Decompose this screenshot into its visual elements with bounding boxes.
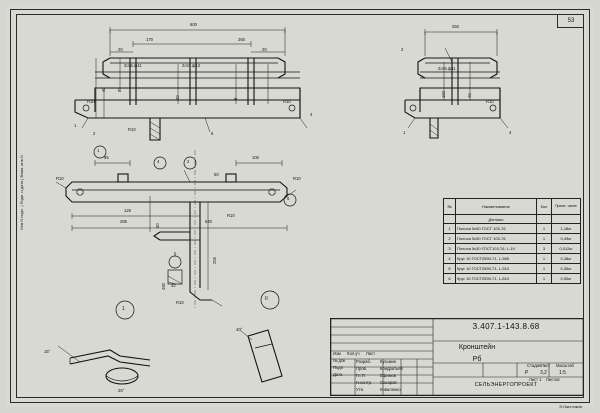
table-row bbox=[444, 234, 581, 244]
spec-section-label: Детали bbox=[456, 215, 537, 224]
role-3-name: Сахаров bbox=[380, 380, 397, 385]
mark-side-6: 6 bbox=[287, 196, 290, 201]
table-row bbox=[444, 264, 581, 274]
view-top-plan bbox=[75, 27, 307, 140]
stage-value: Р bbox=[525, 370, 529, 376]
table-row bbox=[444, 244, 581, 254]
margin-side-note: Инв.N подл. | Подп. и дата | Взам. инв.N bbox=[19, 155, 24, 230]
spec-header-num: № bbox=[444, 199, 456, 215]
corner-code: Э.Ласточкин bbox=[558, 404, 582, 409]
detail-1 bbox=[58, 301, 150, 384]
dim-40-right: 40 bbox=[467, 93, 472, 98]
radius-r10-side-c: R10 bbox=[227, 213, 235, 218]
specification-table bbox=[443, 198, 581, 284]
mark-side-2: 2 bbox=[187, 159, 190, 164]
spec-row-0-name: Полоса 5х50 ГОСТ 103-76 bbox=[456, 224, 537, 234]
radius-r10-side-a: R10 bbox=[56, 176, 64, 181]
dim-125: 125 bbox=[124, 208, 131, 213]
sheet-label: Лист bbox=[541, 363, 551, 368]
spec-section-blank1 bbox=[444, 215, 456, 224]
spec-row-3-name: Круг 10 ГОСТ2590-71, L-565 bbox=[456, 254, 537, 264]
organization-name: СЕЛЬЭНЕРГОПРОЕКТ bbox=[474, 382, 538, 388]
spec-section-blank3 bbox=[552, 215, 581, 224]
spec-row-5-count: 1 bbox=[537, 274, 552, 284]
spec-header-row bbox=[444, 199, 581, 215]
spec-row-5-name: Круг 10 ГОСТ2590-71, L-810 bbox=[456, 274, 537, 284]
spec-row-2-name: Полоса 5х30 ГОСТ103-76, L-19 bbox=[456, 244, 537, 254]
radius-r10-side-d: R10 bbox=[176, 300, 184, 305]
spec-row-2-count: 3 bbox=[537, 244, 552, 254]
field-label-ndok: № док bbox=[333, 358, 346, 363]
dim-20a: 20 bbox=[118, 47, 123, 52]
dim-20b: 20 bbox=[262, 47, 267, 52]
spec-row-1-note: 0,49кг bbox=[552, 234, 581, 244]
dim-600: 600 bbox=[190, 22, 197, 27]
mark-top-2: 2 bbox=[93, 131, 96, 136]
detail-1-label: 1 bbox=[122, 306, 125, 312]
spec-section-blank2 bbox=[537, 215, 552, 224]
role-4-name: Коваленко bbox=[380, 387, 401, 392]
detail-2 bbox=[240, 291, 282, 382]
dim-8: 8 bbox=[233, 97, 238, 100]
page-note: Лист 1 bbox=[529, 377, 542, 382]
dim-50-side-b: 50 bbox=[214, 172, 219, 177]
radius-r10-a: R10 bbox=[87, 99, 95, 104]
sheet-number: 53 bbox=[557, 14, 584, 28]
document-code: З.407.1-143.8.68 bbox=[472, 322, 540, 331]
mark-top-6: 6 bbox=[211, 131, 214, 136]
field-label-data: Дата bbox=[333, 372, 343, 377]
spec-row-2-num: 3 bbox=[444, 244, 456, 254]
part-title-line2: Рб bbox=[472, 356, 482, 363]
spec-row-3-num: 4 bbox=[444, 254, 456, 264]
dim-255: 255 bbox=[212, 257, 217, 264]
field-label-list: Лист bbox=[366, 351, 376, 356]
spec-header-note: Приме- чание bbox=[552, 199, 581, 215]
role-1-name: Кондратьев bbox=[380, 366, 403, 371]
role-0: Разраб. bbox=[356, 359, 372, 364]
role-4: Утв. bbox=[356, 387, 364, 392]
dim-285: 285 bbox=[120, 219, 127, 224]
spec-row-0-num: 1 bbox=[444, 224, 456, 234]
spec-header-name: Наименование bbox=[456, 199, 537, 215]
spec-header-count: Кол bbox=[537, 199, 552, 215]
scale-label: Масштаб bbox=[556, 363, 574, 368]
spec-row-5-note: 0,50кг bbox=[552, 274, 581, 284]
role-0-name: Кузьмин bbox=[380, 359, 397, 364]
spec-row-1-name: Полоса 5х50 ГОСТ 103-76 bbox=[456, 234, 537, 244]
stage-label: Стадия bbox=[527, 363, 542, 368]
dim-40b: 40 bbox=[175, 95, 180, 100]
table-row bbox=[444, 254, 581, 264]
spec-row-0-count: 1 bbox=[537, 224, 552, 234]
radius-r10-right: R10 bbox=[486, 99, 494, 104]
spec-row-4-count: 1 bbox=[537, 264, 552, 274]
dim-490: 490 bbox=[161, 283, 166, 290]
dim-100: 100 bbox=[252, 155, 259, 160]
angle-40: 40° bbox=[236, 327, 243, 332]
role-2: Гл.П. bbox=[356, 373, 366, 378]
spec-row-1-count: 1 bbox=[537, 234, 552, 244]
spec-section-row bbox=[444, 215, 581, 224]
dim-170: 170 bbox=[146, 37, 153, 42]
dim-150: 150 bbox=[441, 91, 446, 98]
note-2otv-13: 2отв.ф13 bbox=[182, 63, 200, 68]
sheet-value: 3,2 bbox=[540, 370, 547, 376]
note-2otv-11: 2отв.ф11 bbox=[124, 63, 142, 68]
field-label-podp: Подп bbox=[333, 365, 343, 370]
dim-50-side: 50 bbox=[155, 223, 160, 228]
table-row bbox=[444, 274, 581, 284]
dim-20c: R10 bbox=[128, 127, 136, 132]
sheets-label: Листов bbox=[546, 377, 560, 382]
dim-32: 32 bbox=[171, 283, 176, 288]
role-3: Н.контр. bbox=[356, 380, 373, 385]
field-label-izm: Изм bbox=[333, 351, 341, 356]
dim-95: 95 bbox=[104, 155, 109, 160]
spec-row-2-note: 0,012кг bbox=[552, 244, 581, 254]
angle-15: 15° bbox=[44, 349, 51, 354]
dim-260: 260 bbox=[238, 37, 245, 42]
detail-2-label: II bbox=[265, 296, 268, 302]
scale-value: 1:5 bbox=[559, 370, 566, 376]
dim-540: 540 bbox=[205, 219, 212, 224]
dim-40: 40 bbox=[101, 87, 106, 92]
table-row bbox=[444, 224, 581, 234]
spec-row-4-num: 5 bbox=[444, 264, 456, 274]
dim-85: 85 bbox=[117, 87, 122, 92]
mark-right-2: 2 bbox=[401, 47, 404, 52]
mark-right-4: 4 bbox=[509, 130, 512, 135]
mark-side-4: 4 bbox=[157, 159, 160, 164]
mark-top-1: 1 bbox=[74, 123, 77, 128]
part-title-line1: Кронштейн bbox=[458, 344, 496, 351]
radius-r10-side-b: R10 bbox=[293, 176, 301, 181]
dim-250: 250 bbox=[452, 24, 459, 29]
field-label-koluch: Кол.уч bbox=[347, 351, 360, 356]
mark-right-1: 1 bbox=[403, 130, 406, 135]
spec-row-1-num: 2 bbox=[444, 234, 456, 244]
radius-r10-b: R10 bbox=[283, 99, 291, 104]
spec-row-3-count: 1 bbox=[537, 254, 552, 264]
mark-top-4: 4 bbox=[310, 112, 313, 117]
role-2-name: Ефимов bbox=[380, 373, 397, 378]
mark-side-1: 1 bbox=[97, 148, 100, 153]
view-right-plan bbox=[405, 29, 508, 138]
note-2otv-11-right: 2отв.ф11 bbox=[438, 66, 456, 71]
spec-row-3-note: 0,38кг bbox=[552, 254, 581, 264]
spec-row-4-note: 0,35кг bbox=[552, 264, 581, 274]
spec-row-5-num: 6 bbox=[444, 274, 456, 284]
angle-25: 25° bbox=[118, 388, 125, 393]
spec-row-0-note: 1,18кг bbox=[552, 224, 581, 234]
view-side-elevation bbox=[56, 146, 296, 306]
spec-row-4-name: Круг 10 ГОСТ2590-71, L-510 bbox=[456, 264, 537, 274]
role-1: Пров. bbox=[356, 366, 368, 371]
